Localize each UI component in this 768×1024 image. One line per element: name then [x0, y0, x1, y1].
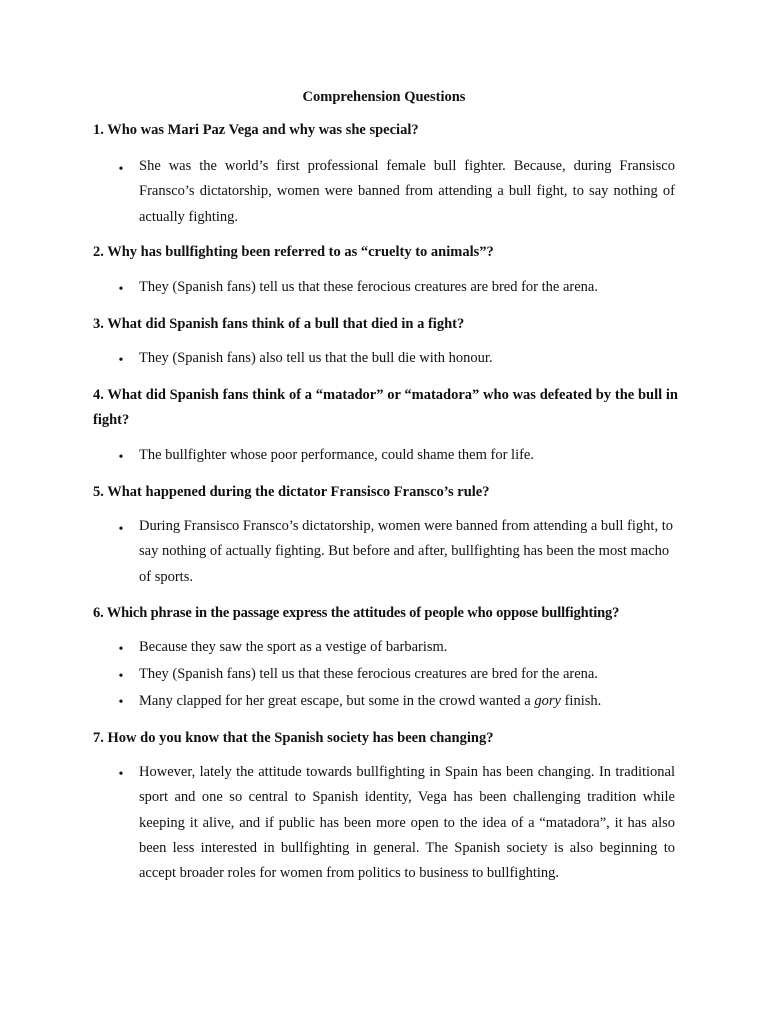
- bullet-icon: •: [118, 162, 124, 177]
- answer-3: They (Spanish fans) also tell us that the bull die with honour.: [139, 350, 493, 366]
- page-title: Comprehension Questions: [302, 89, 466, 105]
- answer-6-item-3-end: finish.: [560, 693, 602, 709]
- question-5: 5. What happened during the dictator Fransisco Fransco’s rule?: [93, 484, 490, 500]
- answer-6-item-2: They (Spanish fans) tell us that these ferocious creatures are bred for the arena.: [139, 666, 598, 682]
- answer-7: However, lately the attitude towards bullfighting in Spain has been changing. In traditional sport and one so central to Spanish identity, Vega has been challenging tradition while keeping it alive, and if public has been more open to the idea of a “matadora”, it has also been less interested in bullfighting in general. The Spanish society is also beginning to accept broader roles for women from politics to business to bullfighting.: [139, 764, 675, 882]
- question-2: 2. Why has bullfighting been referred to as “cruelty to animals”?: [93, 244, 494, 260]
- question-6: 6. Which phrase in the passage express the attitudes of people who oppose bullfighting?: [93, 605, 620, 621]
- bullet-icon: •: [118, 767, 124, 782]
- bullet-icon: •: [118, 282, 124, 297]
- italic-word: gory: [534, 693, 561, 709]
- question-1: 1. Who was Mari Paz Vega and why was she special?: [93, 122, 419, 138]
- answer-1: She was the world’s first professional female bull fighter. Because, during Fransisco Fransco’s dictatorship, women were banned from attending a bull fight, to say nothing of actually fighting.: [139, 158, 675, 225]
- bullet-icon: •: [118, 450, 124, 465]
- question-7: 7. How do you know that the Spanish society has been changing?: [93, 730, 494, 746]
- bullet-icon: •: [118, 642, 124, 657]
- bullet-icon: •: [118, 522, 124, 537]
- answer-6-item-3-text: Many clapped for her great escape, but some in the crowd wanted a: [139, 693, 535, 709]
- answer-6-item-1: Because they saw the sport as a vestige of barbarism.: [139, 639, 448, 655]
- question-4: 4. What did Spanish fans think of a “matador” or “matadora” who was defeated by the bull in fight?: [93, 387, 678, 428]
- answer-2: They (Spanish fans) tell us that these ferocious creatures are bred for the arena.: [139, 279, 598, 295]
- bullet-icon: •: [118, 669, 124, 684]
- question-3: 3. What did Spanish fans think of a bull that died in a fight?: [93, 316, 465, 332]
- answer-5: During Fransisco Fransco’s dictatorship, women were banned from attending a bull fight, to say nothing of actually fighting. But before and after, bullfighting has been the most macho of sports.: [139, 518, 673, 585]
- answer-4: The bullfighter whose poor performance, could shame them for life.: [139, 447, 534, 463]
- bullet-icon: •: [118, 353, 124, 368]
- bullet-icon: •: [118, 695, 124, 710]
- answer-6-item-3: [139, 689, 675, 714]
